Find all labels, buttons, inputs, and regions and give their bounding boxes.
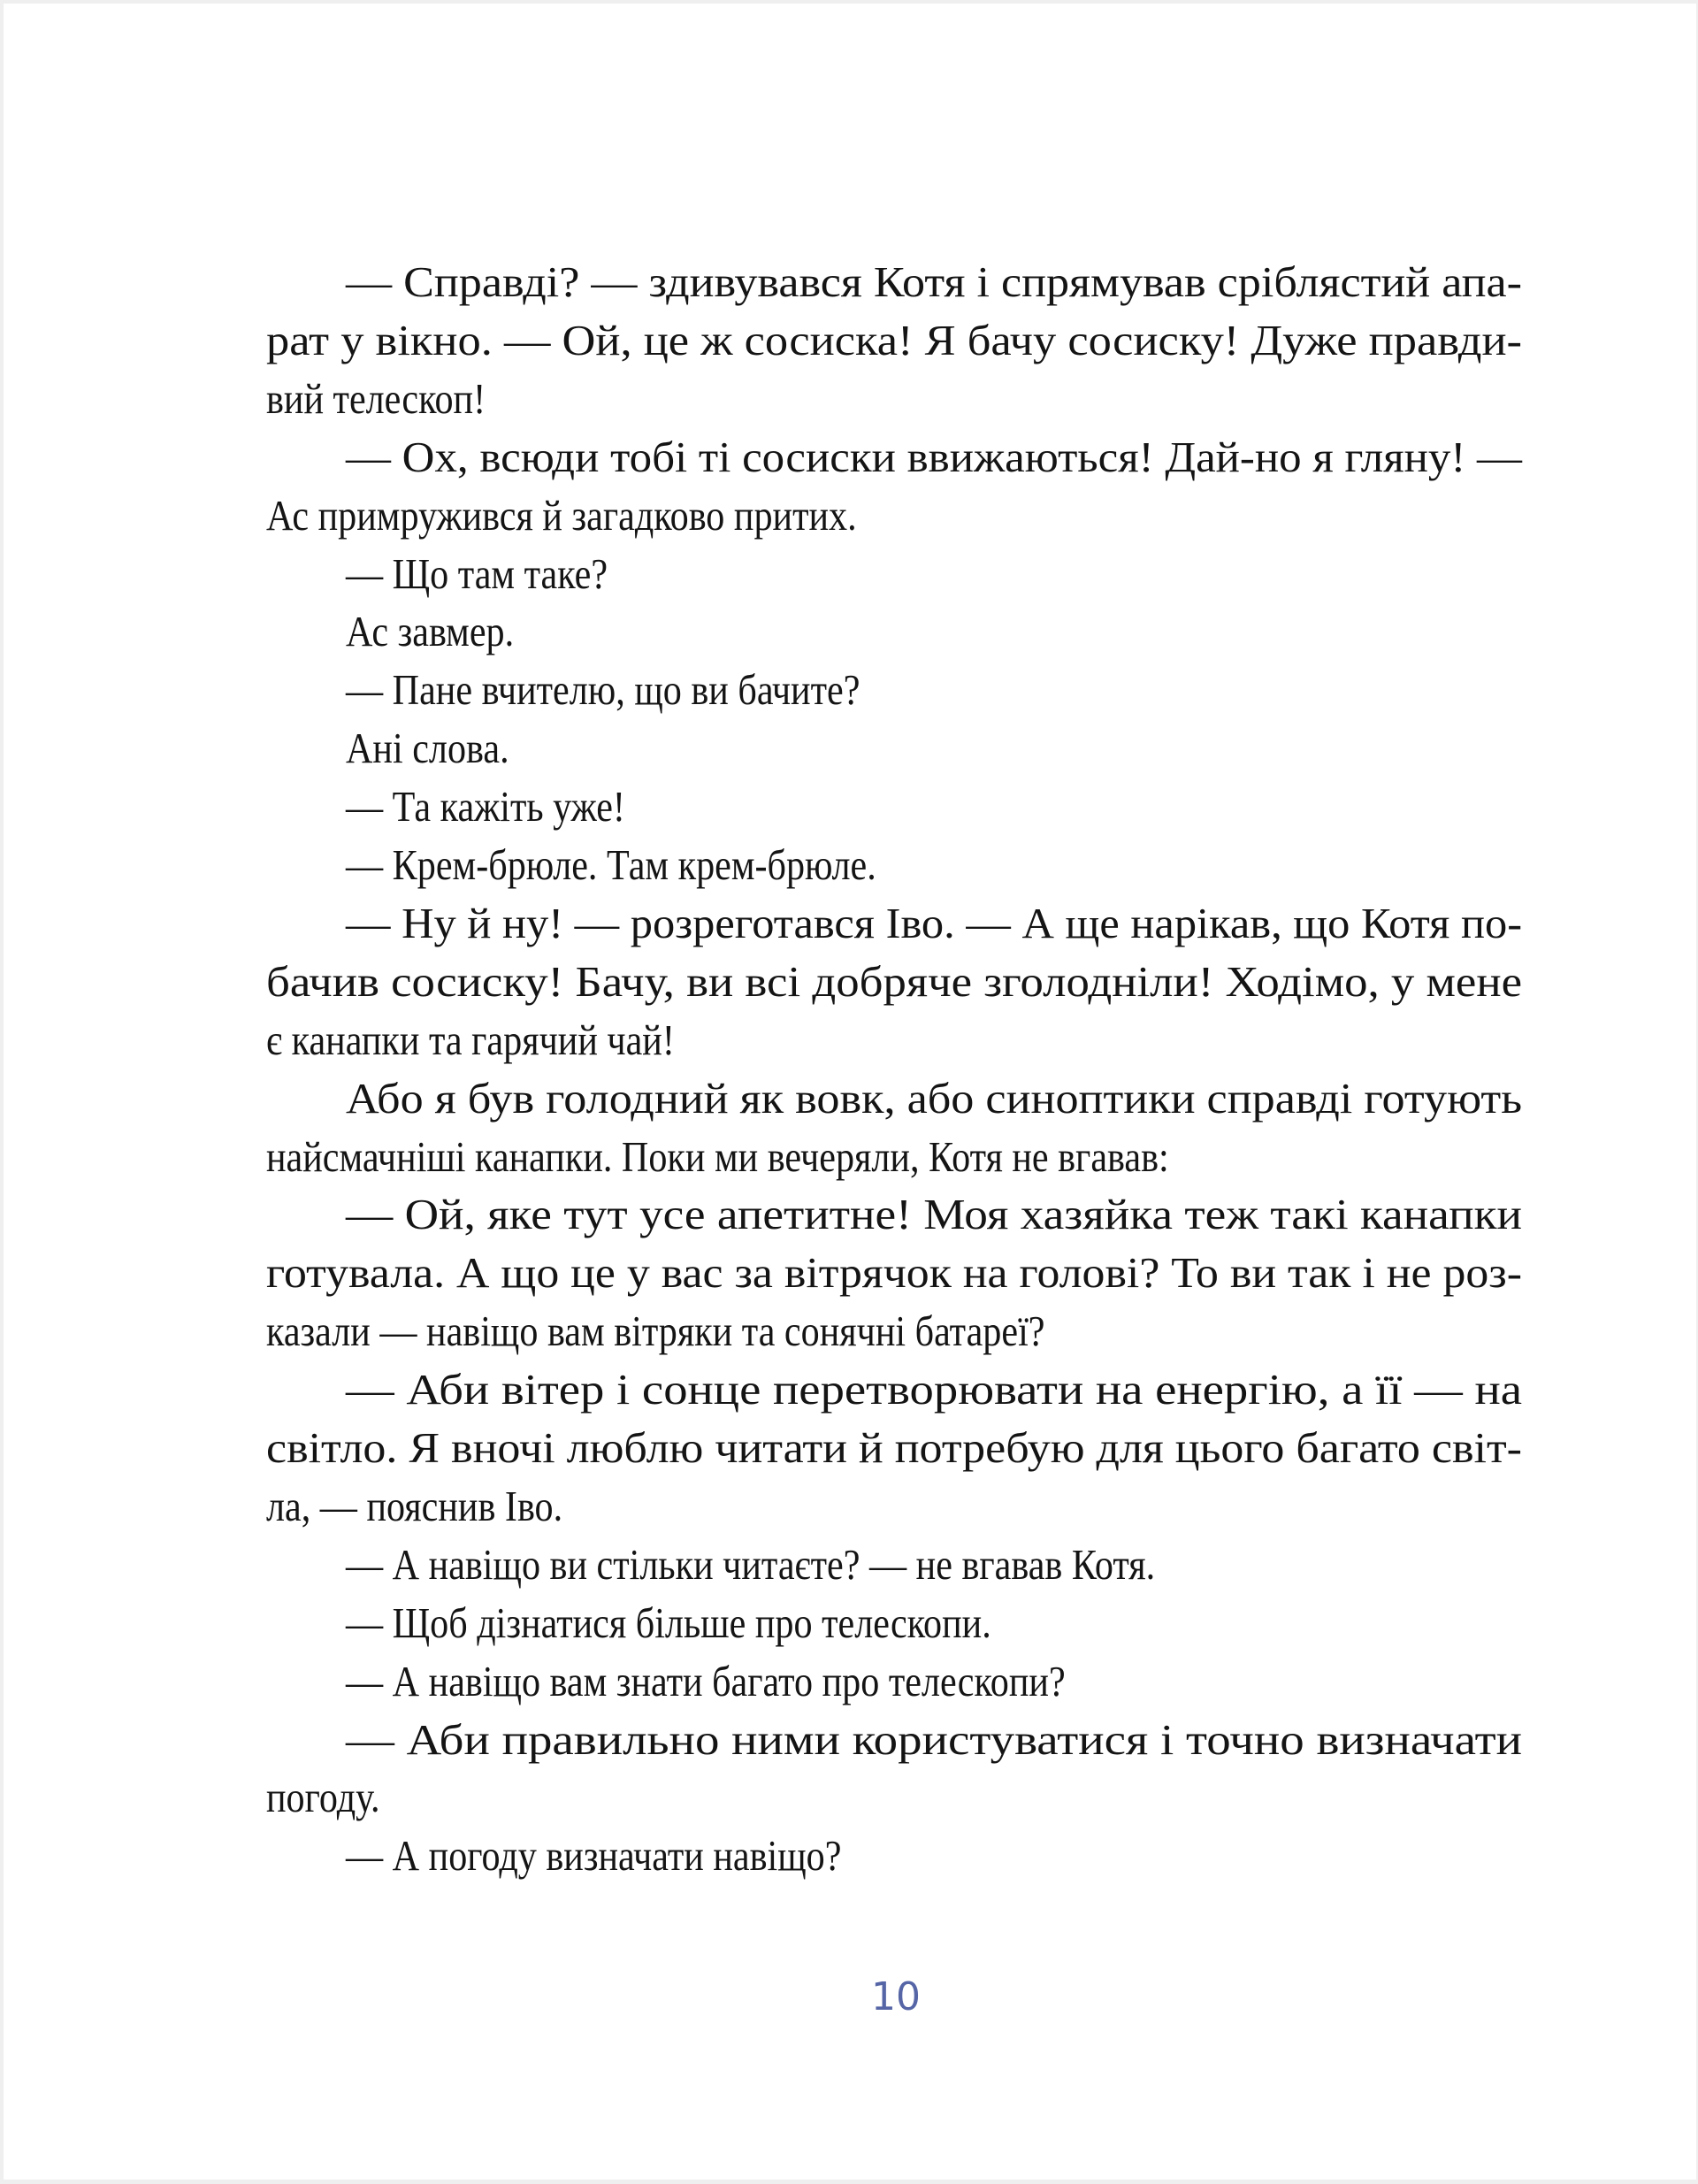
line-text: Ас завмер.	[346, 607, 515, 656]
text-line	[346, 1536, 1287, 1594]
text-line	[346, 1711, 1523, 1769]
line-text: — Щоб дізнатися більше про телескопи.	[346, 1598, 991, 1647]
text-line	[346, 1827, 922, 1885]
text-line	[266, 953, 1522, 1011]
page-number: 10	[871, 1974, 921, 2019]
line-text: — Пане вчителю, що ви бачите?	[346, 665, 860, 715]
line-text: Або я був голодний як вовк, або синоптики справді готують	[346, 1073, 1523, 1123]
text-line	[346, 894, 1522, 953]
line-text: — А навіщо вам знати багато про телескопи?	[346, 1656, 1066, 1705]
text-line	[266, 1768, 398, 1827]
line-text: казали — навіщо вам вітряки та сонячні батареї?	[266, 1307, 1045, 1356]
line-text: готувала. А що це у вас за вітрячок на голові? То ви так і не роз-	[266, 1248, 1523, 1298]
line-text: — А погоду визначати навіщо?	[346, 1831, 842, 1881]
line-text: — Аби вітер і сонце перетворювати на енергію, а її — на	[346, 1365, 1522, 1414]
text-line	[346, 545, 650, 603]
text-line	[346, 1185, 1522, 1244]
text-line	[266, 1128, 1316, 1186]
text-line	[346, 836, 962, 894]
text-line	[346, 1360, 1522, 1419]
text-line	[346, 602, 541, 661]
line-text: погоду.	[266, 1773, 380, 1822]
text-line	[266, 487, 952, 545]
line-text: ла, — пояснив Іво.	[266, 1481, 563, 1530]
text-line	[266, 1477, 611, 1536]
text-line	[346, 253, 1523, 311]
line-text: є канапки та гарячий чай!	[266, 1015, 675, 1064]
book-page	[4, 4, 1696, 2180]
line-text: — Справді? — здивувався Котя і спрямував сріблястий апа-	[346, 257, 1523, 306]
line-text: — Крем-брюле. Там крем-брюле.	[346, 840, 876, 889]
line-text: — А навіщо ви стільки читаєте? — не вгавав Котя.	[346, 1539, 1156, 1589]
text-line	[346, 428, 1522, 487]
text-line	[346, 661, 944, 719]
text-line	[266, 1011, 741, 1069]
line-text: Ані слова.	[346, 724, 509, 773]
text-line	[266, 370, 522, 428]
line-text: — Ну й ну! — розреготався Іво. — А ще нарікав, що Котя по-	[346, 898, 1522, 947]
line-text: — Аби правильно ними користуватися і точно визначати	[346, 1714, 1523, 1764]
text-line	[346, 1652, 1182, 1711]
text-line	[346, 1069, 1523, 1128]
text-line	[346, 719, 536, 778]
line-text: найсмачніші канапки. Поки ми вечеряли, Котя не вгавав:	[266, 1131, 1169, 1181]
text-line	[266, 1244, 1523, 1302]
text-line	[266, 311, 1522, 370]
line-text: Ас примружився й загадково притих.	[266, 490, 857, 540]
text-line	[266, 1419, 1522, 1477]
text-line	[346, 1594, 1097, 1652]
line-text: вий телескоп!	[266, 373, 486, 423]
line-text: — Що там таке?	[346, 548, 608, 598]
text-line	[346, 778, 670, 836]
line-text: бачив сосиску! Бачу, ви всі добряче зголодніли! Ходімо, у мене	[266, 956, 1522, 1006]
line-text: — Та кажіть уже!	[346, 782, 625, 831]
line-text: рат у вікно. — Ой, це ж сосиска! Я бачу сосиску! Дуже правди-	[266, 315, 1522, 364]
text-line	[266, 1302, 1172, 1360]
line-text: — Ох, всюди тобі ті сосиски ввижаються! Дай-но я гляну! —	[346, 432, 1522, 481]
line-text: — Ой, яке тут усе апетитне! Моя хазяйка теж такі канапки	[346, 1190, 1522, 1239]
line-text: світло. Я вночі люблю читати й потребую для цього багато світ-	[266, 1423, 1522, 1472]
